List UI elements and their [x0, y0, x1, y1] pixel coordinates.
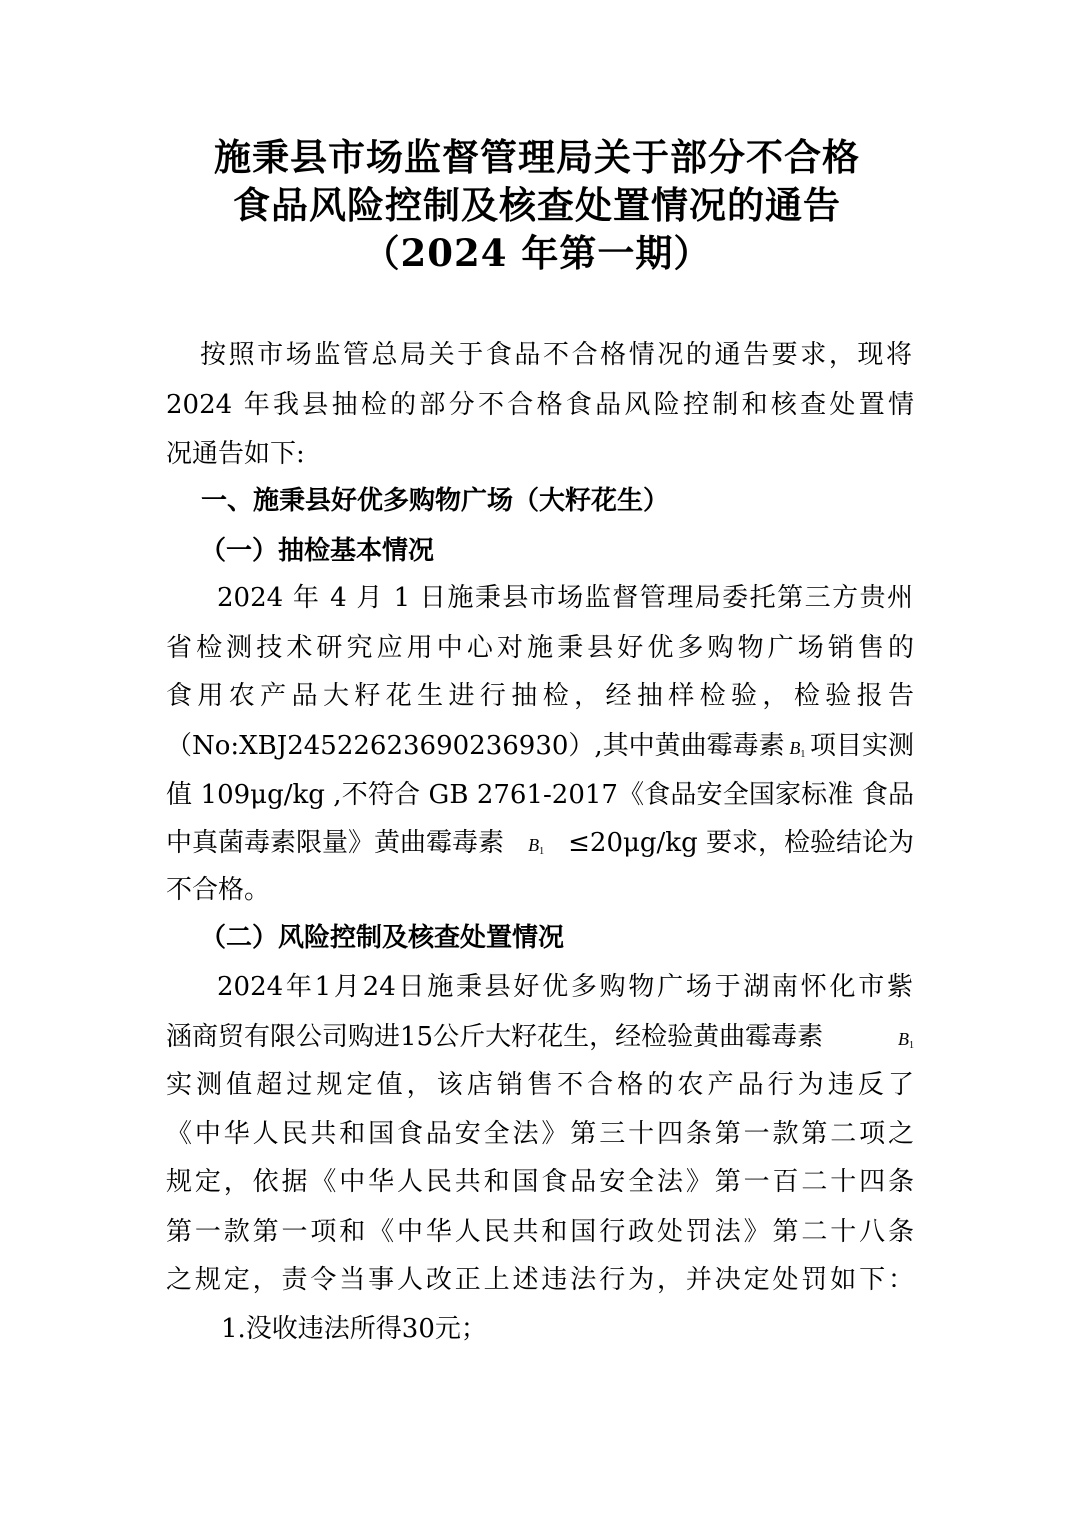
subsection-heading: （二）风险控制及核查处置情况 — [200, 923, 565, 953]
paragraph-line: 省检测技术研究应用中心对施秉县好优多购物广场销售的 — [166, 633, 914, 663]
paragraph-line: 2024 年 4 月 1 日施秉县市场监督管理局委托第三方贵州 — [217, 583, 913, 613]
penalty-item: 1.没收违法所得30元； — [221, 1314, 487, 1344]
aflatoxin-b1-symbol: $B_1$ — [789, 738, 806, 760]
limit-text: ≤20μg/kg 要求，检验结论为 — [568, 828, 914, 858]
subsection-heading: （一）抽检基本情况 — [200, 536, 435, 566]
paragraph-line: 实测值超过规定值，该店销售不合格的农产品行为违反了 — [166, 1070, 914, 1100]
aflatoxin-b1-symbol: $B_1$ — [898, 1029, 914, 1051]
paragraph-line — [166, 728, 914, 773]
paragraph-line: 食用农产品大籽花生进行抽检，经抽样检验，检验报告 — [166, 681, 914, 711]
measured-item-text: 项目实测 — [809, 731, 914, 761]
intro-line: 2024 年我县抽检的部分不合格食品风险控制和核查处置情 — [166, 390, 914, 420]
paragraph-line: 规定，依据《中华人民共和国食品安全法》第一百二十四条 — [166, 1167, 914, 1197]
section-heading: 一、施秉县好优多购物广场（大籽花生） — [201, 486, 670, 516]
document-title-line-2: 食品风险控制及核查处置情况的通告 — [233, 183, 841, 227]
paragraph-line: 2024年1月24日施秉县好优多购物广场于湖南怀化市紫 — [217, 972, 913, 1002]
intro-line: 按照市场监管总局关于食品不合格情况的通告要求，现将 — [200, 340, 912, 370]
paragraph-line: 《中华人民共和国食品安全法》第三十四条第一款第二项之 — [166, 1119, 914, 1149]
paragraph-line: 值 109μg/kg ,不符合 GB 2761-2017《食品安全国家标准 食品 — [166, 780, 914, 810]
report-number-text: （No:XBJ24522623690236930）,其中黄曲霉毒素 — [166, 731, 785, 761]
aflatoxin-b1-symbol: $B_1$ — [528, 835, 545, 857]
paragraph-line: 第一款第一项和《中华人民共和国行政处罚法》第二十八条 — [166, 1217, 914, 1247]
purchase-text: 涵商贸有限公司购进15公斤大籽花生，经检验黄曲霉毒素 — [166, 1022, 824, 1052]
paragraph-line — [166, 1019, 914, 1064]
intro-line: 况通告如下: — [166, 439, 305, 469]
document-title-line-1: 施秉县市场监督管理局关于部分不合格 — [214, 135, 860, 179]
document-title-line-3: （2024 年第一期） — [362, 231, 712, 275]
paragraph-line — [166, 825, 914, 870]
paragraph-line: 之规定，责令当事人改正上述违法行为，并决定处罚如下： — [166, 1265, 914, 1295]
paragraph-line: 不合格。 — [166, 875, 271, 905]
standard-text: 中真菌毒素限量》黄曲霉毒素 — [166, 828, 505, 858]
